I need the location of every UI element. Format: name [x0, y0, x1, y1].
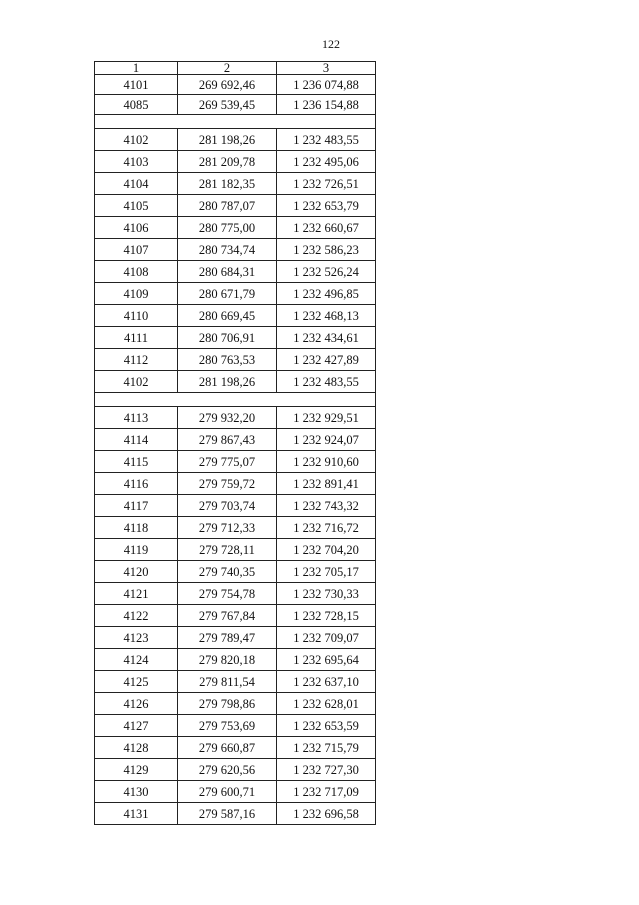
y-coordinate-cell: 1 232 704,20	[277, 539, 376, 561]
table-row	[95, 371, 376, 393]
x-coordinate-cell: 279 740,35	[178, 561, 277, 583]
point-number-cell: 4119	[95, 539, 178, 561]
y-coordinate-cell: 1 232 483,55	[277, 371, 376, 393]
table-row	[95, 495, 376, 517]
table-row	[95, 195, 376, 217]
point-number-cell: 4107	[95, 239, 178, 261]
point-number-cell: 4124	[95, 649, 178, 671]
table-row	[95, 349, 376, 371]
x-coordinate-cell: 279 798,86	[178, 693, 277, 715]
point-number-cell: 4129	[95, 759, 178, 781]
y-coordinate-cell: 1 232 434,61	[277, 327, 376, 349]
table-row	[95, 803, 376, 825]
point-number-cell: 4104	[95, 173, 178, 195]
point-number-cell: 4118	[95, 517, 178, 539]
y-coordinate-cell: 1 232 727,30	[277, 759, 376, 781]
y-coordinate-cell: 1 232 730,33	[277, 583, 376, 605]
y-coordinate-cell: 1 232 653,79	[277, 195, 376, 217]
point-number-cell: 4113	[95, 407, 178, 429]
table-row	[95, 75, 376, 95]
point-number-cell: 4109	[95, 283, 178, 305]
x-coordinate-cell: 279 712,33	[178, 517, 277, 539]
point-number-cell: 4105	[95, 195, 178, 217]
x-coordinate-cell: 279 620,56	[178, 759, 277, 781]
y-coordinate-cell: 1 232 483,55	[277, 129, 376, 151]
table-row	[95, 539, 376, 561]
point-number-cell: 4112	[95, 349, 178, 371]
table-row	[95, 95, 376, 115]
x-coordinate-cell: 281 198,26	[178, 129, 277, 151]
table-row	[95, 305, 376, 327]
table-row	[95, 781, 376, 803]
x-coordinate-cell: 281 198,26	[178, 371, 277, 393]
point-number-cell: 4102	[95, 129, 178, 151]
y-coordinate-cell: 1 232 526,24	[277, 261, 376, 283]
table-row	[95, 473, 376, 495]
point-number-cell: 4127	[95, 715, 178, 737]
x-coordinate-cell: 279 767,84	[178, 605, 277, 627]
x-coordinate-cell: 279 703,74	[178, 495, 277, 517]
x-coordinate-cell: 279 600,71	[178, 781, 277, 803]
point-number-cell: 4121	[95, 583, 178, 605]
point-number-cell: 4115	[95, 451, 178, 473]
y-coordinate-cell: 1 232 695,64	[277, 649, 376, 671]
table-row	[95, 283, 376, 305]
y-coordinate-cell: 1 232 715,79	[277, 737, 376, 759]
y-coordinate-cell: 1 232 696,58	[277, 803, 376, 825]
header-cell-2: 2	[178, 62, 277, 75]
coordinates-table-container	[94, 61, 376, 825]
table-row	[95, 173, 376, 195]
y-coordinate-cell: 1 232 728,15	[277, 605, 376, 627]
point-number-cell: 4114	[95, 429, 178, 451]
group-separator-cell	[95, 115, 376, 129]
y-coordinate-cell: 1 232 660,67	[277, 217, 376, 239]
point-number-cell: 4128	[95, 737, 178, 759]
x-coordinate-cell: 280 684,31	[178, 261, 277, 283]
table-row	[95, 737, 376, 759]
x-coordinate-cell: 279 754,78	[178, 583, 277, 605]
point-number-cell: 4117	[95, 495, 178, 517]
table-row	[95, 627, 376, 649]
table-row	[95, 151, 376, 173]
y-coordinate-cell: 1 232 705,17	[277, 561, 376, 583]
y-coordinate-cell: 1 232 726,51	[277, 173, 376, 195]
y-coordinate-cell: 1 232 637,10	[277, 671, 376, 693]
x-coordinate-cell: 280 706,91	[178, 327, 277, 349]
point-number-cell: 4122	[95, 605, 178, 627]
y-coordinate-cell: 1 232 717,09	[277, 781, 376, 803]
y-coordinate-cell: 1 232 716,72	[277, 517, 376, 539]
table-row	[95, 715, 376, 737]
table-row	[95, 239, 376, 261]
x-coordinate-cell: 279 753,69	[178, 715, 277, 737]
x-coordinate-cell: 281 182,35	[178, 173, 277, 195]
x-coordinate-cell: 269 692,46	[178, 75, 277, 95]
y-coordinate-cell: 1 232 709,07	[277, 627, 376, 649]
x-coordinate-cell: 280 671,79	[178, 283, 277, 305]
group-separator-row	[95, 393, 376, 407]
table-row	[95, 671, 376, 693]
point-number-cell: 4123	[95, 627, 178, 649]
point-number-cell: 4130	[95, 781, 178, 803]
group-separator-row	[95, 115, 376, 129]
point-number-cell: 4110	[95, 305, 178, 327]
table-row	[95, 693, 376, 715]
x-coordinate-cell: 269 539,45	[178, 95, 277, 115]
point-number-cell: 4125	[95, 671, 178, 693]
table-row	[95, 429, 376, 451]
point-number-cell: 4101	[95, 75, 178, 95]
point-number-cell: 4116	[95, 473, 178, 495]
y-coordinate-cell: 1 236 074,88	[277, 75, 376, 95]
table-row	[95, 583, 376, 605]
table-row	[95, 759, 376, 781]
point-number-cell: 4102	[95, 371, 178, 393]
x-coordinate-cell: 280 775,00	[178, 217, 277, 239]
point-number-cell: 4120	[95, 561, 178, 583]
x-coordinate-cell: 279 775,07	[178, 451, 277, 473]
group-separator-cell	[95, 393, 376, 407]
table-row	[95, 561, 376, 583]
point-number-cell: 4085	[95, 95, 178, 115]
y-coordinate-cell: 1 232 496,85	[277, 283, 376, 305]
table-row	[95, 129, 376, 151]
y-coordinate-cell: 1 232 653,59	[277, 715, 376, 737]
header-cell-1: 1	[95, 62, 178, 75]
table-row	[95, 217, 376, 239]
point-number-cell: 4126	[95, 693, 178, 715]
x-coordinate-cell: 279 728,11	[178, 539, 277, 561]
y-coordinate-cell: 1 232 910,60	[277, 451, 376, 473]
x-coordinate-cell: 279 587,16	[178, 803, 277, 825]
y-coordinate-cell: 1 232 929,51	[277, 407, 376, 429]
table-row	[95, 517, 376, 539]
y-coordinate-cell: 1 232 891,41	[277, 473, 376, 495]
y-coordinate-cell: 1 232 924,07	[277, 429, 376, 451]
point-number-cell: 4111	[95, 327, 178, 349]
y-coordinate-cell: 1 232 468,13	[277, 305, 376, 327]
x-coordinate-cell: 279 660,87	[178, 737, 277, 759]
x-coordinate-cell: 280 734,74	[178, 239, 277, 261]
x-coordinate-cell: 279 811,54	[178, 671, 277, 693]
x-coordinate-cell: 279 789,47	[178, 627, 277, 649]
y-coordinate-cell: 1 232 743,32	[277, 495, 376, 517]
table-row	[95, 327, 376, 349]
table-row	[95, 605, 376, 627]
point-number-cell: 4108	[95, 261, 178, 283]
x-coordinate-cell: 279 820,18	[178, 649, 277, 671]
y-coordinate-cell: 1 232 628,01	[277, 693, 376, 715]
table-row	[95, 261, 376, 283]
y-coordinate-cell: 1 232 495,06	[277, 151, 376, 173]
coordinates-table	[94, 61, 376, 825]
y-coordinate-cell: 1 236 154,88	[277, 95, 376, 115]
y-coordinate-cell: 1 232 586,23	[277, 239, 376, 261]
table-row	[95, 451, 376, 473]
table-row	[95, 649, 376, 671]
point-number-cell: 4131	[95, 803, 178, 825]
table-header-row	[95, 62, 376, 75]
x-coordinate-cell: 280 787,07	[178, 195, 277, 217]
y-coordinate-cell: 1 232 427,89	[277, 349, 376, 371]
table-row	[95, 407, 376, 429]
x-coordinate-cell: 280 669,45	[178, 305, 277, 327]
point-number-cell: 4103	[95, 151, 178, 173]
x-coordinate-cell: 281 209,78	[178, 151, 277, 173]
point-number-cell: 4106	[95, 217, 178, 239]
x-coordinate-cell: 280 763,53	[178, 349, 277, 371]
coordinates-table-body	[95, 62, 376, 825]
x-coordinate-cell: 279 932,20	[178, 407, 277, 429]
x-coordinate-cell: 279 759,72	[178, 473, 277, 495]
x-coordinate-cell: 279 867,43	[178, 429, 277, 451]
header-cell-3: 3	[277, 62, 376, 75]
page-number: 122	[322, 37, 340, 51]
